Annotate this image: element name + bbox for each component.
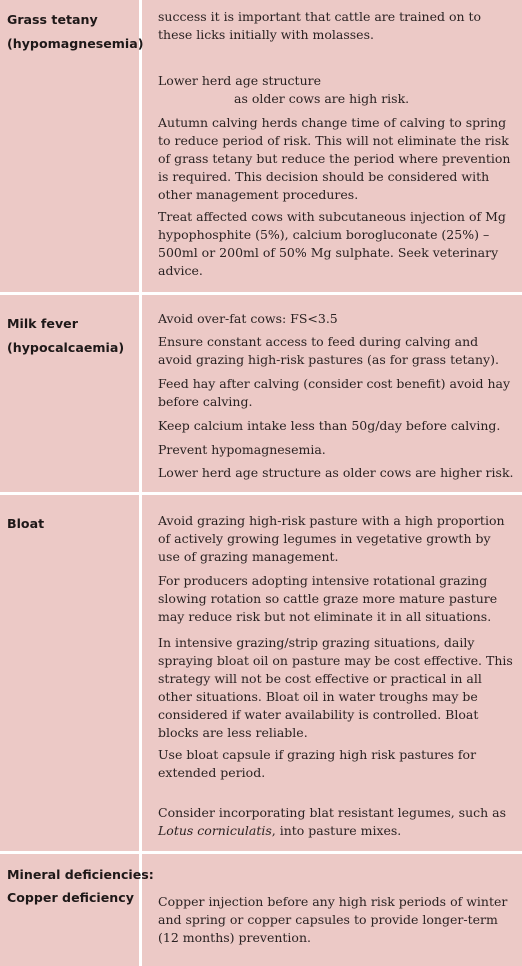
column-divider — [139, 0, 142, 966]
row-label-line: Copper deficiency — [7, 890, 134, 905]
row-label-line: Grass tetany — [7, 12, 98, 27]
row-label-line: Mineral deficiencies: — [7, 867, 154, 882]
paragraph: Treat affected cows with subcutaneous injection of Mg hypophosphite (5%), calcium borogluconate (25%) – 500ml or 200ml of 50% Mg sulphate. Seek veterinary advice. — [158, 209, 506, 278]
paragraph-text: , into pasture mixes. — [271, 823, 402, 838]
row-label-line: (hypocalcaemia) — [7, 340, 125, 355]
paragraph: Keep calcium intake less than 50g/day before calving. — [158, 418, 501, 433]
row-label-line: Bloat — [7, 516, 45, 531]
row-label-line: (hypomagnesemia) — [7, 36, 144, 51]
paragraph: Feed hay after calving (consider cost benefit) avoid hay before calving. — [158, 376, 511, 409]
paragraph: Avoid grazing high-risk pasture with a high proportion of actively growing legumes in vegetative growth by use of grazing management. — [158, 513, 505, 564]
paragraph: Autumn calving herds change time of calving to spring to reduce period of risk. This will not eliminate the risk of grass tetany but reduce the period where prevention is required. This decision should be considered with other management procedures. — [158, 115, 511, 202]
row-separator — [0, 492, 522, 495]
paragraph: For producers adopting intensive rotational grazing slowing rotation so cattle graze more mature pasture may reduce risk but not eliminate it in all situations. — [158, 573, 498, 624]
row-separator — [0, 292, 522, 295]
row-label-line: Milk fever — [7, 316, 78, 331]
paragraph: Lower herd age structure as older cows are higher risk. — [158, 465, 514, 480]
paragraph: success it is important that cattle are trained on to these licks initially with molasses. — [158, 9, 482, 42]
paragraph-text: Consider incorporating blat resistant legumes, such as — [158, 805, 507, 820]
paragraph: Avoid over-fat cows: FS<3.5 — [158, 311, 338, 326]
paragraph: Prevent hypomagnesemia. — [158, 442, 326, 457]
paragraph — [158, 804, 516, 840]
paragraph: Use bloat capsule if grazing high risk pastures for extended period. — [158, 747, 477, 780]
paragraph: Ensure constant access to feed during calving and avoid grazing high-risk pastures (as for grass tetany). — [158, 334, 499, 367]
paragraph: Copper injection before any high risk periods of winter and spring or copper capsules to provide longer-term (12 months) prevention. — [158, 894, 508, 945]
paragraph: as older cows are high risk. — [234, 91, 410, 106]
paragraph: In intensive grazing/strip grazing situations, daily spraying bloat oil on pasture may be cost effective. This strategy will not be cost effective or practical in all other situations. Bloat oil in water troughs may be considered if water availability is controlled. Bloat blocks are less reliable. — [158, 635, 513, 740]
paragraph: Lower herd age structure — [158, 73, 322, 88]
row-separator — [0, 851, 522, 854]
species-name: Lotus corniculatis — [158, 823, 272, 838]
